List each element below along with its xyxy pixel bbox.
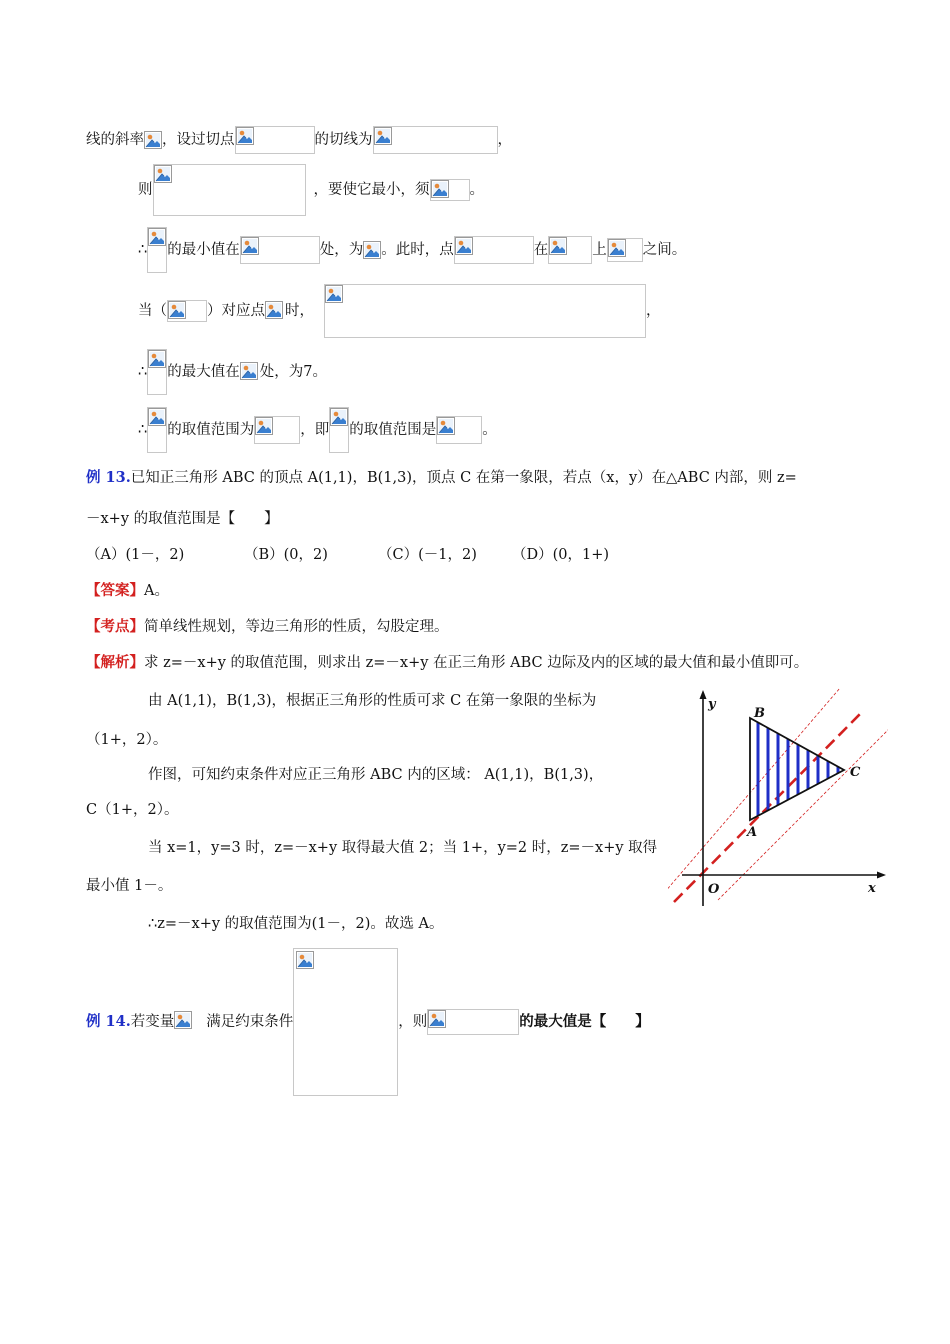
broken-image-icon bbox=[168, 301, 186, 319]
formula-image bbox=[144, 131, 162, 149]
text: ，设过切点 bbox=[162, 132, 235, 148]
ex13-knowledge-point bbox=[86, 613, 449, 641]
formula-image bbox=[548, 236, 592, 264]
ex13-para-1b bbox=[86, 726, 167, 754]
broken-image-icon bbox=[255, 417, 273, 435]
triangle-region-figure bbox=[668, 688, 888, 906]
y-axis-label: y bbox=[708, 697, 716, 712]
point-c-label: C bbox=[850, 765, 861, 780]
point-text: 简单线性规划，等边三角形的性质，勾股定理。 bbox=[144, 619, 449, 635]
text: ∴ bbox=[138, 242, 148, 258]
broken-image-icon bbox=[330, 408, 348, 426]
broken-image-icon bbox=[437, 417, 455, 435]
text: 上 bbox=[592, 242, 607, 258]
formula-image bbox=[454, 236, 534, 264]
formula-image bbox=[235, 126, 315, 154]
broken-image-icon bbox=[296, 951, 314, 969]
option-b: （B）(0，2) bbox=[244, 547, 328, 563]
analysis-label: 【解析】 bbox=[86, 654, 144, 671]
constraint-image bbox=[293, 948, 398, 1096]
text: 处，为 bbox=[319, 242, 364, 258]
analysis-text: 求 z=－x+y 的取值范围，则求出 z=－x+y 在正三角形 ABC 边际及内的区域的最大值和最小值即可。 bbox=[144, 655, 809, 671]
formula-image bbox=[427, 1009, 519, 1035]
broken-image-icon bbox=[431, 180, 449, 198]
formula-image bbox=[324, 284, 646, 338]
text: ，要使它最小，须 bbox=[313, 182, 430, 198]
ex13-question-line-1 bbox=[86, 464, 797, 492]
formula-image bbox=[240, 362, 260, 382]
text: ∴ bbox=[138, 422, 148, 438]
formula-image bbox=[240, 236, 320, 264]
question-text: 若变量 bbox=[130, 1014, 175, 1030]
broken-image-icon bbox=[265, 301, 283, 319]
text: 的切线为 bbox=[314, 132, 373, 148]
broken-image-icon bbox=[374, 127, 392, 145]
formula-image bbox=[254, 416, 300, 444]
broken-image-icon bbox=[144, 131, 162, 149]
text: ）对应点 bbox=[207, 303, 265, 319]
broken-image-icon bbox=[608, 239, 626, 257]
broken-image-icon bbox=[174, 1011, 192, 1029]
point-b-label: B bbox=[754, 706, 765, 721]
ex13-para-1a bbox=[148, 687, 596, 715]
x-axis-label: x bbox=[868, 881, 876, 896]
formula-image bbox=[147, 407, 167, 453]
formula-image bbox=[373, 126, 498, 154]
question-text: ，则 bbox=[398, 1014, 428, 1030]
option-c: （C）(－1，2) bbox=[378, 547, 477, 563]
text: 当（ bbox=[138, 303, 167, 319]
option-d: （D）(0，1+) bbox=[512, 547, 610, 563]
para-text: 作图，可知约束条件对应正三角形 ABC 内的区域： A(1,1)，B(1,3)， bbox=[148, 767, 604, 783]
ex13-analysis bbox=[86, 649, 808, 677]
text: 的取值范围是 bbox=[349, 422, 437, 438]
question-text: －x+y 的取值范围是【 】 bbox=[86, 511, 279, 527]
boundary-line-lower bbox=[718, 724, 888, 900]
answer-label: 【答案】 bbox=[86, 582, 144, 599]
text: 。此时，点 bbox=[381, 242, 454, 258]
broken-image-icon bbox=[455, 237, 473, 255]
broken-image-icon bbox=[241, 237, 259, 255]
text: 时， bbox=[285, 303, 314, 319]
text: 。 bbox=[482, 422, 497, 438]
para-text: C（1+，2）。 bbox=[86, 802, 179, 818]
x-axis-arrow bbox=[877, 872, 886, 879]
ex13-para-2a bbox=[148, 761, 603, 789]
broken-image-icon bbox=[428, 1010, 446, 1028]
question-text: 满足约束条件 bbox=[206, 1014, 294, 1030]
answer-text: A。 bbox=[144, 583, 169, 599]
text: 线的斜率 bbox=[86, 132, 144, 148]
ex13-question-line-2 bbox=[86, 505, 279, 533]
ex14-question bbox=[86, 948, 650, 1096]
ex13-para-4 bbox=[148, 910, 444, 938]
broken-image-icon bbox=[363, 241, 381, 259]
broken-image-icon bbox=[236, 127, 254, 145]
formula-image bbox=[329, 407, 349, 453]
formula-image bbox=[147, 349, 167, 395]
option-a: （A）(1－，2) bbox=[86, 547, 185, 563]
text: 的最小值在 bbox=[167, 242, 240, 258]
text: 的最大值在 bbox=[167, 364, 240, 380]
question-text: 已知正三角形 ABC 的顶点 A(1,1)，B(1,3)，顶点 C 在第一象限，若点（x，y）在△ABC 内部，则 z= bbox=[130, 470, 797, 486]
point-label: 【考点】 bbox=[86, 618, 144, 635]
example-label: 例 14. bbox=[86, 1013, 131, 1030]
solution-line-5 bbox=[138, 348, 327, 396]
text: ， bbox=[646, 303, 661, 319]
y-axis-arrow bbox=[700, 690, 707, 699]
broken-image-icon bbox=[240, 362, 258, 380]
solution-line-4 bbox=[138, 284, 661, 338]
solution-line-6 bbox=[138, 406, 497, 454]
example-label: 例 13. bbox=[86, 469, 131, 486]
formula-image bbox=[363, 241, 381, 259]
broken-image-icon bbox=[148, 228, 166, 246]
text: 则 bbox=[138, 182, 153, 198]
solution-line-1 bbox=[86, 126, 512, 154]
broken-image-icon bbox=[154, 165, 172, 183]
broken-image-icon bbox=[325, 285, 343, 303]
formula-image bbox=[167, 300, 207, 322]
text: ∴ bbox=[138, 364, 148, 380]
para-text: 最小值 1－。 bbox=[86, 878, 173, 894]
text: 的取值范围为 bbox=[167, 422, 255, 438]
broken-image-icon bbox=[549, 237, 567, 255]
formula-image bbox=[430, 179, 470, 201]
ex13-answer bbox=[86, 577, 169, 605]
solution-line-3 bbox=[138, 226, 686, 274]
origin-label: O bbox=[708, 882, 720, 897]
formula-image bbox=[153, 164, 306, 216]
formula-image bbox=[265, 301, 285, 321]
para-text: ∴z=－x+y 的取值范围为(1－，2)。故选 A。 bbox=[148, 916, 444, 932]
text: 。 bbox=[469, 182, 484, 198]
text: ，即 bbox=[300, 422, 330, 438]
text: 在 bbox=[533, 242, 549, 258]
ex13-para-2b bbox=[86, 796, 178, 824]
text: 处，为7。 bbox=[259, 364, 327, 380]
ex13-para-3a bbox=[148, 834, 657, 862]
para-text: （1+，2）。 bbox=[86, 732, 168, 748]
para-text: 当 x=1，y=3 时，z=－x+y 取得最大值 2；当 1+，y=2 时，z=－x+y 取得 bbox=[148, 840, 658, 856]
text: ， bbox=[497, 132, 512, 148]
formula-image bbox=[174, 1011, 206, 1033]
question-text: 的最大值是【 】 bbox=[519, 1013, 650, 1030]
text: 之间。 bbox=[642, 242, 687, 258]
solution-line-2 bbox=[138, 164, 484, 216]
formula-image bbox=[147, 227, 167, 273]
ex13-para-3b bbox=[86, 872, 172, 900]
broken-image-icon bbox=[148, 350, 166, 368]
para-text: 由 A(1,1)，B(1,3)，根据正三角形的性质可求 C 在第一象限的坐标为 bbox=[148, 693, 597, 709]
broken-image-icon bbox=[148, 408, 166, 426]
formula-image bbox=[436, 416, 482, 444]
ex13-options bbox=[86, 541, 609, 569]
formula-image bbox=[607, 238, 643, 262]
point-a-label: A bbox=[747, 825, 758, 840]
